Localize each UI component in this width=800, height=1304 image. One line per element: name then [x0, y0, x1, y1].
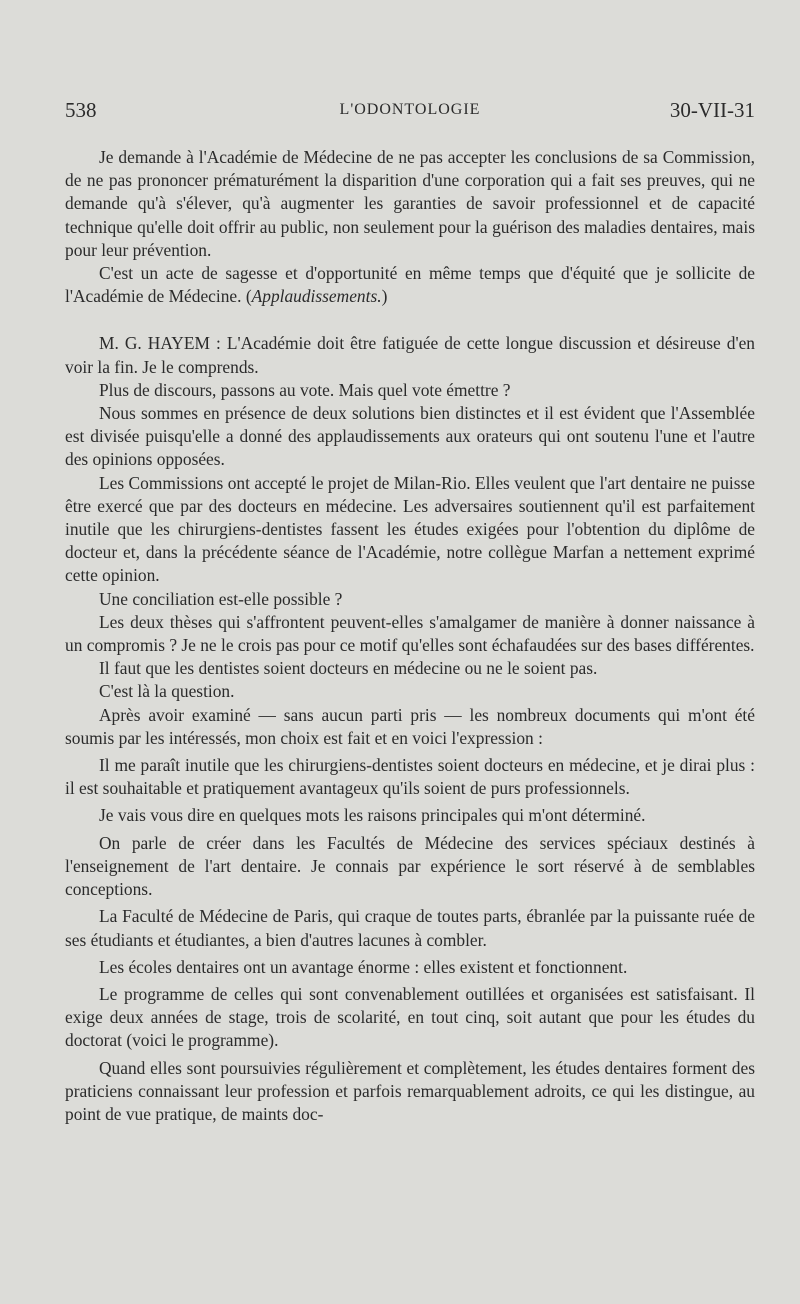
- paragraph: Le programme de celles qui sont convenablement outillées et organisées est satisfaisant. Il exige deux années de stage, trois de scolarité, en tout cinq, soit autant que pour les études du doctorat (voici le programme).: [65, 983, 755, 1051]
- paragraph: Il me paraît inutile que les chirurgiens-dentistes soient docteurs en médecine, et je dirai plus : il est souhaitable et pratiquement avantageux qu'ils soient de purs professionnels.: [65, 755, 755, 799]
- paragraph-gap: [65, 308, 755, 332]
- paragraph: Une conciliation est-elle possible ?: [99, 588, 343, 609]
- paragraph: Les écoles dentaires ont un avantage énorme : elles existent et fonctionnent.: [99, 956, 628, 977]
- paragraph: Je vais vous dire en quelques mots les raisons principales qui m'ont déterminé.: [99, 805, 646, 826]
- paragraph: Après avoir examiné — sans aucun parti pris — les nombreux documents qui m'ont été soumis par les intéressés, mon choix est fait et en voici l'expression :: [65, 704, 755, 748]
- paragraph: La Faculté de Médecine de Paris, qui craque de toutes parts, ébranlée par la puissante ruée de ses étudiants et étudiantes, a bien d'autres lacunes à combler.: [65, 906, 755, 950]
- paragraph: M. G. HAYEM : L'Académie doit être fatiguée de cette longue discussion et désireuse d'en voir la fin. Je le comprends.: [65, 333, 755, 377]
- page-number: 538: [65, 98, 97, 122]
- issue-date: 30-VII-31: [669, 98, 755, 122]
- paragraph: Quand elles sont poursuivies régulièrement et complètement, les études dentaires forment des praticiens connaissant leur profession et parfois remarquablement adroits, ce qui les distingue, au point de vue pratique, de maints doc-: [65, 1057, 755, 1124]
- paragraph-text: C'est un acte de sagesse et d'opportunité en même temps que d'équité que je sollicite de l'Académie de Médecine. (: [65, 263, 755, 307]
- journal-title: L'ODONTOLOGIE: [339, 101, 481, 118]
- paragraph: [65, 262, 755, 308]
- paragraph: Nous sommes en présence de deux solutions bien distinctes et il est évident que l'Assemblée est divisée puisqu'elle a donné des applaudissements aux orateurs qui ont soutenu l'une et l'autre des opinions opposées.: [65, 403, 755, 470]
- paragraph: Je demande à l'Académie de Médecine de ne pas accepter les conclusions de sa Commission, de ne pas prononcer prématurément la disparition d'une corporation qui a fait ses preuves, qui ne demande qu'à s'élever, qu'à augmenter les garanties de savoir professionnel et de capacité technique qu'elle doit offrir au public, non seulement pour la guérison des maladies dentaires, mais pour leur prévention.: [65, 147, 755, 260]
- paragraph-text: ): [381, 286, 388, 307]
- paragraph: Plus de discours, passons au vote. Mais quel vote émettre ?: [99, 379, 511, 400]
- body-text: [65, 146, 755, 1126]
- paragraph: Les deux thèses qui s'affrontent peuvent-elles s'amalgamer de manière à donner naissance à un compromis ? Je ne le crois pas pour ce motif qu'elles sont échafaudées sur des bases différentes.: [65, 611, 755, 656]
- paragraph: Les Commissions ont accepté le projet de Milan-Rio. Elles veulent que l'art dentaire ne puisse être exercé que par des docteurs en médecine. Les adversaires soutiennent qu'il est parfaitement inutile que les chirurgiens-dentistes fassent les études exigées pour l'obtention du diplôme de docteur et, dans la précédente séance de l'Académie, notre collègue Marfan a nettement exprimé cette opinion.: [65, 472, 755, 586]
- paragraph: On parle de créer dans les Facultés de Médecine des services spéciaux destinés à l'enseignement de l'art dentaire. Je connais par expérience le sort réservé à de semblables conceptions.: [65, 832, 755, 900]
- paragraph: C'est là la question.: [99, 681, 235, 702]
- running-head: [65, 98, 755, 128]
- paragraph: Il faut que les dentistes soient docteurs en médecine ou ne le soient pas.: [99, 658, 598, 679]
- applause-note: Applaudissements.: [251, 286, 382, 307]
